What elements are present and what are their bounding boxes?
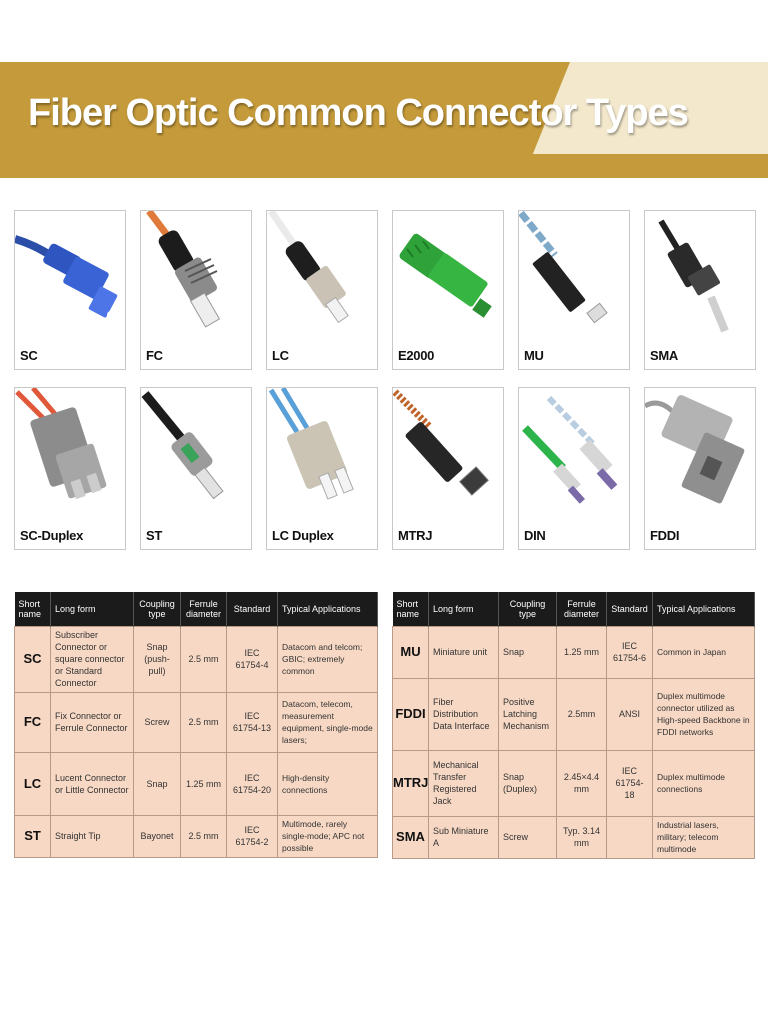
connector-label: SC-Duplex: [20, 528, 84, 543]
header-standard: Standard: [607, 592, 653, 626]
connector-tile-sc-duplex: [14, 387, 126, 550]
connector-tile-fc: [140, 210, 252, 370]
cell-long: Fiber Distribution Data Interface: [429, 678, 499, 750]
cell-ferrule: 2.5mm: [557, 678, 607, 750]
cell-long: Miniature unit: [429, 626, 499, 678]
cell-coupling: Snap: [499, 626, 557, 678]
header-long-form: Long form: [429, 592, 499, 626]
table-row: [393, 626, 755, 678]
cell-standard: ANSI: [607, 678, 653, 750]
cell-short: LC: [15, 752, 51, 815]
cell-long: Fix Connector or Ferrule Connector: [51, 692, 134, 752]
e2000-connector-image: [393, 211, 503, 335]
table-row: [15, 692, 378, 752]
page-title: Fiber Optic Common Connector Types: [28, 92, 688, 134]
cell-short: MU: [393, 626, 429, 678]
cell-coupling: Bayonet: [134, 815, 181, 857]
cell-long: Mechanical Transfer Registered Jack: [429, 750, 499, 816]
header-coupling-type: Coupling type: [499, 592, 557, 626]
header-typical-applications: Typical Applications: [653, 592, 755, 626]
connector-label: LC Duplex: [272, 528, 334, 543]
cell-long: Straight Tip: [51, 815, 134, 857]
connector-table-right: [392, 592, 755, 859]
cell-short: FDDI: [393, 678, 429, 750]
cell-applications: Duplex multimode connector utilized as High-speed Backbone in FDDI networks: [653, 678, 755, 750]
cell-applications: High-density connections: [278, 752, 378, 815]
cell-standard: IEC 61754-6: [607, 626, 653, 678]
header-standard: Standard: [227, 592, 278, 626]
connector-label: SC: [20, 348, 38, 363]
header-ferrule-diameter: Ferrule diameter: [557, 592, 607, 626]
cell-applications: Multimode, rarely single-mode; APC not possible: [278, 815, 378, 857]
cell-standard: IEC 61754-4: [227, 626, 278, 692]
cell-applications: Datacom, telecom, measurement equipment, single-mode lasers;: [278, 692, 378, 752]
cell-applications: Datacom and telcom; GBIC; extremely common: [278, 626, 378, 692]
header-typical-applications: Typical Applications: [278, 592, 378, 626]
header-short-name: Short name: [393, 592, 429, 626]
connector-tile-sma: [644, 210, 756, 370]
lc-duplex-connector-image: [267, 388, 377, 512]
connector-tile-mu: [518, 210, 630, 370]
cell-short: SMA: [393, 816, 429, 858]
title-banner: [0, 62, 768, 178]
connector-tile-lc: [266, 210, 378, 370]
table-row: [15, 752, 378, 815]
cell-applications: Duplex multimode connections: [653, 750, 755, 816]
connector-tile-mtrj: [392, 387, 504, 550]
connector-label: DIN: [524, 528, 546, 543]
sc-duplex-connector-image: [15, 388, 125, 512]
connector-label: FC: [146, 348, 163, 363]
table-header-row: [393, 592, 755, 626]
mu-connector-image: [519, 211, 629, 335]
cell-long: Sub Miniature A: [429, 816, 499, 858]
connector-label: MTRJ: [398, 528, 433, 543]
cell-standard: IEC 61754-18: [607, 750, 653, 816]
connector-label: SMA: [650, 348, 678, 363]
cell-standard: IEC 61754-20: [227, 752, 278, 815]
table-header-row: [15, 592, 378, 626]
lc-connector-image: [267, 211, 377, 335]
connector-label: MU: [524, 348, 544, 363]
cell-coupling: Snap: [134, 752, 181, 815]
din-connector-image: [519, 388, 629, 512]
connector-table-left: [14, 592, 378, 858]
cell-short: SC: [15, 626, 51, 692]
connector-label: E2000: [398, 348, 435, 363]
connector-tile-st: [140, 387, 252, 550]
table-row: [393, 678, 755, 750]
cell-ferrule: 2.45×4.4 mm: [557, 750, 607, 816]
sma-connector-image: [645, 211, 755, 335]
st-connector-image: [141, 388, 251, 512]
connector-label: LC: [272, 348, 289, 363]
cell-standard: [607, 816, 653, 858]
cell-short: ST: [15, 815, 51, 857]
table-row: [15, 626, 378, 692]
cell-short: MTRJ: [393, 750, 429, 816]
header-coupling-type: Coupling type: [134, 592, 181, 626]
cell-long: Subscriber Connector or square connector or Standard Connector: [51, 626, 134, 692]
cell-short: FC: [15, 692, 51, 752]
table-row: [15, 815, 378, 857]
cell-applications: Industrial lasers, military; telecom multimode: [653, 816, 755, 858]
mtrj-connector-image: [393, 388, 503, 512]
cell-ferrule: 1.25 mm: [557, 626, 607, 678]
cell-ferrule: 1.25 mm: [181, 752, 227, 815]
connector-label: ST: [146, 528, 163, 543]
cell-ferrule: 2.5 mm: [181, 692, 227, 752]
cell-coupling: Screw: [499, 816, 557, 858]
cell-ferrule: 2.5 mm: [181, 815, 227, 857]
cell-ferrule: Typ. 3.14 mm: [557, 816, 607, 858]
connector-tile-sc: [14, 210, 126, 370]
connector-tile-e2000: [392, 210, 504, 370]
table-row: [393, 750, 755, 816]
table-row: [393, 816, 755, 858]
cell-ferrule: 2.5 mm: [181, 626, 227, 692]
connector-tile-din: [518, 387, 630, 550]
cell-coupling: Snap (push-pull): [134, 626, 181, 692]
cell-long: Lucent Connector or Little Connector: [51, 752, 134, 815]
cell-applications: Common in Japan: [653, 626, 755, 678]
fc-connector-image: [141, 211, 251, 335]
header-long-form: Long form: [51, 592, 134, 626]
cell-standard: IEC 61754-2: [227, 815, 278, 857]
header-short-name: Short name: [15, 592, 51, 626]
fddi-connector-image: [645, 388, 755, 512]
sc-connector-image: [15, 211, 125, 335]
cell-coupling: Screw: [134, 692, 181, 752]
connector-tile-lc-duplex: [266, 387, 378, 550]
cell-coupling: Positive Latching Mechanism: [499, 678, 557, 750]
cell-standard: IEC 61754-13: [227, 692, 278, 752]
connector-label: FDDI: [650, 528, 680, 543]
connector-tile-fddi: [644, 387, 756, 550]
cell-coupling: Snap (Duplex): [499, 750, 557, 816]
header-ferrule-diameter: Ferrule diameter: [181, 592, 227, 626]
